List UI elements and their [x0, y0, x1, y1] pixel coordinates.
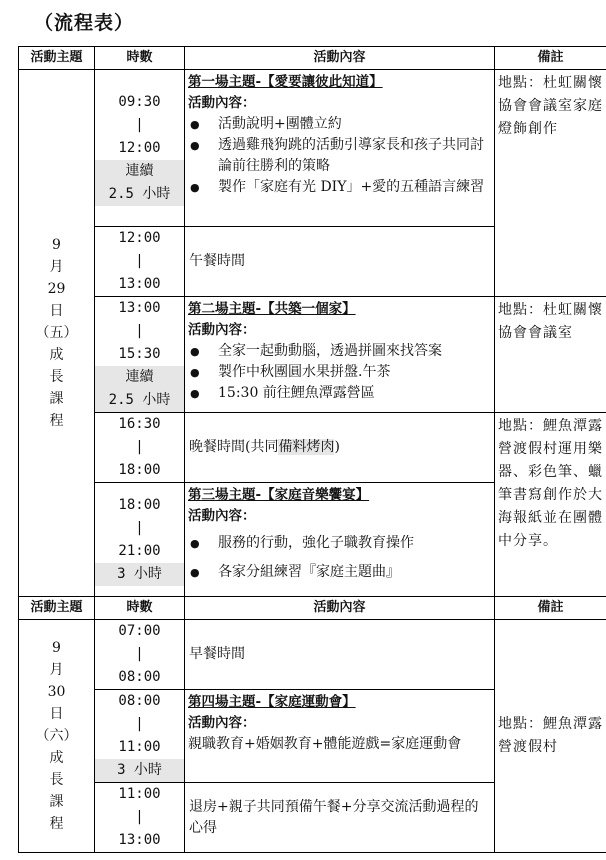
table-row	[19, 620, 606, 690]
session-title: 第四場主題-【家庭運動會】	[188, 694, 356, 710]
header-remarks: 備註	[495, 47, 606, 70]
remark-cell: 地點：鯉魚潭露營渡假村運用樂器、彩色筆、蠟筆書寫創作於大海報紙並在團體中分享。	[495, 413, 606, 597]
activity-content	[185, 690, 495, 783]
session-title: 第二場主題-【共築一個家】	[188, 301, 356, 317]
activity-content: 晚餐時間(共同備料烤肉)	[185, 413, 495, 483]
header-row	[19, 597, 606, 620]
header-theme: 活動主題	[19, 47, 95, 70]
table-row	[19, 413, 606, 483]
list-item: ● 服務的行動，強化子職教育操作	[188, 533, 491, 554]
session-subtitle: 活動內容：	[188, 715, 256, 731]
time-cell: 16:30 | 18:00	[95, 413, 185, 483]
list-item: ● 透過雞飛狗跳的活動引導家長和孩子共同討論前往勝利的策略	[188, 135, 491, 177]
date-cell-day2: 9 月 30 日 （六） 成 長 課 程	[19, 620, 95, 853]
header-hours: 時數	[95, 597, 185, 620]
document-title: （流程表）	[34, 12, 135, 34]
table-row	[19, 297, 606, 413]
header-row	[19, 47, 606, 70]
time-cell: 13:00 | 15:30 連續 2.5 小時	[95, 297, 185, 413]
time-cell: 11:00 | 13:00	[95, 783, 185, 853]
session-subtitle: 活動內容：	[188, 322, 256, 338]
header-content: 活動內容	[185, 597, 495, 620]
remark-cell: 地點：杜虹關懷協會會議室家庭燈飾創作	[495, 70, 606, 297]
activity-content	[185, 70, 495, 227]
list-item: ● 各家分組練習『家庭主題曲』	[188, 562, 491, 583]
time-cell: 12:00 | 13:00	[95, 227, 185, 297]
header-remarks: 備註	[495, 597, 606, 620]
session-text: 親職教育+婚姻教育+體能遊戲=家庭運動會	[188, 736, 462, 752]
activity-content	[185, 297, 495, 413]
date-cell-day1: 9 月 29 日 （五） 成 長 課 程	[19, 70, 95, 597]
session-subtitle: 活動內容：	[188, 95, 256, 111]
time-cell: 07:00 | 08:00	[95, 620, 185, 690]
activity-content: 退房+親子共同預備午餐+分享交流活動過程的心得	[185, 783, 495, 853]
list-item: ● 製作中秋團圓水果拼盤.午茶	[188, 362, 491, 383]
table-row	[19, 70, 606, 227]
list-item: ● 15:30 前往鯉魚潭露營區	[188, 383, 491, 404]
header-theme: 活動主題	[19, 597, 95, 620]
session-title: 第三場主題-【家庭音樂饗宴】	[188, 487, 370, 503]
list-item: ● 製作「家庭有光 DIY」+愛的五種語言練習	[188, 177, 491, 198]
list-item: ● 活動說明+團體立約	[188, 114, 491, 135]
time-cell: 08:00 | 11:00 3 小時	[95, 690, 185, 783]
activity-content: 午餐時間	[185, 227, 495, 297]
header-content: 活動內容	[185, 47, 495, 70]
time-cell: 18:00 | 21:00 3 小時	[95, 483, 185, 597]
activity-content: 早餐時間	[185, 620, 495, 690]
time-cell: 09:30 | 12:00 連續 2.5 小時	[95, 70, 185, 227]
activity-content	[185, 483, 495, 597]
session-title: 第一場主題-【愛要讓彼此知道】	[188, 74, 383, 90]
remark-cell: 地點：鯉魚潭露營渡假村	[495, 620, 606, 853]
session-subtitle: 活動內容：	[188, 508, 256, 524]
list-item: ● 全家一起動動腦，透過拼圖來找答案	[188, 341, 491, 362]
remark-cell: 地點：杜虹關懷協會會議室	[495, 297, 606, 413]
schedule-table	[18, 46, 606, 853]
header-hours: 時數	[95, 47, 185, 70]
